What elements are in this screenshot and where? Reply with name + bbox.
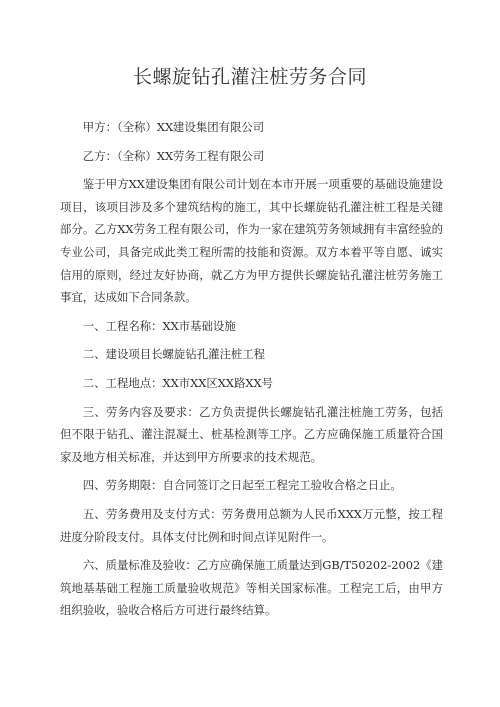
party-b-line: 乙方：（全称）XX劳务工程有限公司	[82, 148, 265, 163]
clause-project-name: 一、工程名称：XX市基础设施	[82, 318, 236, 333]
contract-body	[60, 116, 443, 628]
clause-project-location: 二、工程地点：XX市XX区XX路XX号	[82, 375, 273, 390]
party-a-line: 甲方：（全称）XX建设集团有限公司	[82, 120, 265, 134]
clause-labor-period: 四、劳务期限：自合同签订之日起至工程完工验收合格之日止。	[82, 478, 402, 493]
clause-labor-content: 三、劳务内容及要求：乙方负责提供长螺旋钻孔灌注桩施工劳务，包括但不限于钻孔、灌注混凝土、桩基检测等工序。乙方应确保施工质量符合国家及地方相关标准，并达到甲方所要求的技术规范。	[60, 404, 443, 464]
clause-fees-payment: 五、劳务费用及支付方式：劳务费用总额为人民币XXX万元整，按工程进度分阶段支付。具体支付比例和时间点详见附件一。	[60, 506, 443, 544]
contract-title: 长螺旋钻孔灌注桩劳务合同	[132, 66, 367, 88]
intro-paragraph: 鉴于甲方XX建设集团有限公司计划在本市开展一项重要的基础设施建设项目，该项目涉及多个建筑结构的施工，其中长螺旋钻孔灌注桩工程是关键部分。乙方XX劳务工程有限公司，作为一家在建筑劳务领域拥有丰富经验的专业公司，具备完成此类工程所需的技能和资源。双方本着平等自愿、诚实信用的原则，经过友好协商，就乙方为甲方提供长螺旋钻孔灌注桩劳务施工事宜，达成如下合同条款。	[60, 177, 443, 305]
clause-quality-acceptance: 六、质量标准及验收：乙方应确保施工质量达到GB/T50202-2002《建筑地基基础工程施工质量验收规范》等相关国家标准。工程完工后，由甲方组织验收，验收合格后方可进行最终结算。	[60, 558, 443, 618]
clause-project-type: 二、建设项目长螺旋钻孔灌注桩工程	[82, 347, 266, 362]
